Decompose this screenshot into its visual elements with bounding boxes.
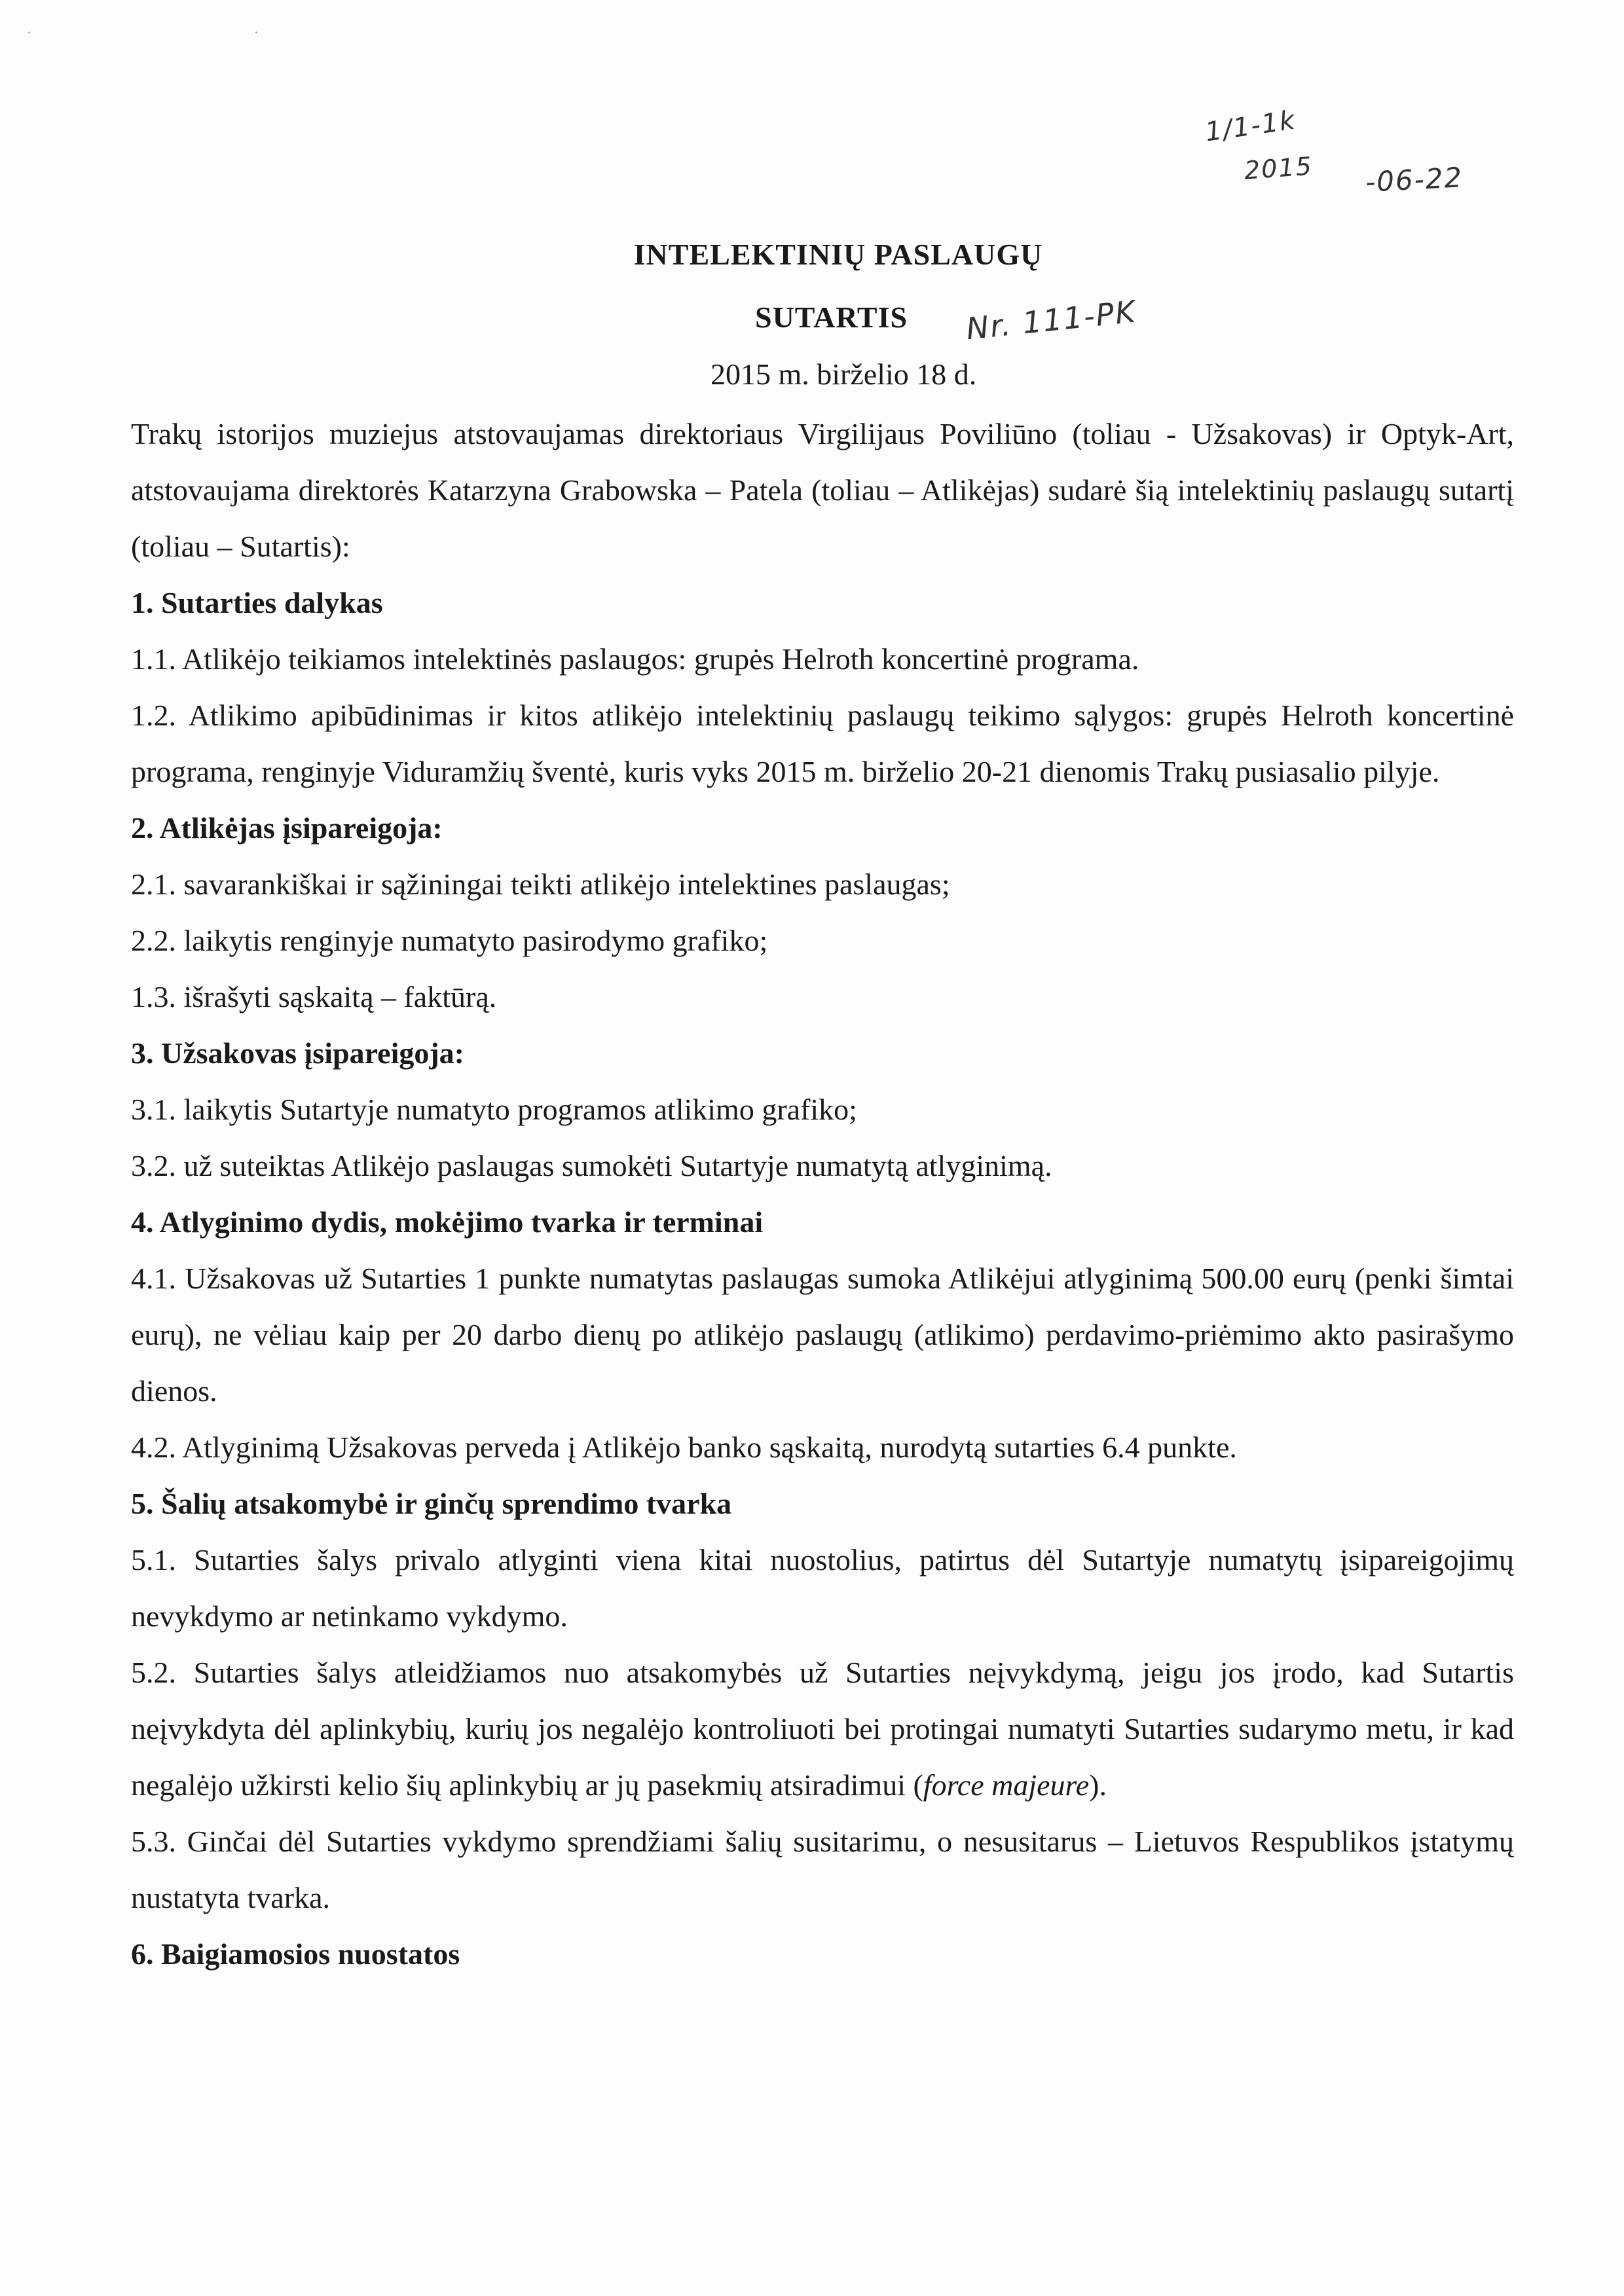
handwritten-reference-date: -06-22 (1364, 161, 1464, 198)
section-2-heading: 2. Atlikėjas įsipareigoja: (131, 811, 443, 845)
handwritten-reference: 1/1-1k (1203, 105, 1298, 148)
clause-4-2: 4.2. Atlyginimą Užsakovas perveda į Atlikėjo banko sąskaitą, nurodytą sutarties 6.4 punkte. (131, 1430, 1237, 1464)
contract-body (131, 406, 1514, 1982)
clause-5-3: 5.3. Ginčai dėl Sutarties vykdymo sprendžiami šalių susitarimu, o nesusitarus – Lietuvos Respublikos įstatymų nustatyta tvarka. (131, 1825, 1514, 1914)
contract-date: 2015 m. birželio 18 d. (710, 357, 977, 391)
clause-1-2: 1.2. Atlikimo apibūdinimas ir kitos atlikėjo intelektinių paslaugų teikimo sąlygos: grupės Helroth koncertinė programa, renginyje Viduramžių šventė, kuris vyks 2015 m. birželio 20-21 dienomis Trakų pusiasalio pilyje. (131, 699, 1514, 788)
section-3-heading: 3. Užsakovas įsipareigoja: (131, 1036, 464, 1070)
clause-5-2 (131, 1645, 1514, 1813)
clause-4-1: 4.1. Užsakovas už Sutarties 1 punkte numatytas paslaugas sumoka Atlikėjui atlyginimą 500.00 eurų (penki šimtai eurų), ne vėliau kaip per 20 darbo dienų po atlikėjo paslaugų (atlikimo) perdavimo-priėmimo akto pasirašymo dienos. (131, 1262, 1514, 1408)
document-subtitle: SUTARTIS (755, 301, 908, 334)
scan-specks: ⸱ ⸱ (28, 26, 258, 39)
clause-5-1: 5.1. Sutarties šalys privalo atlyginti viena kitai nuostolius, patirtus dėl Sutartyje numatytų įsipareigojimų nevykdymo ar netinkamo vykdymo. (131, 1543, 1514, 1633)
clause-1-1: 1.1. Atlikėjo teikiamos intelektinės paslaugos: grupės Helroth koncertinė programa. (131, 642, 1139, 676)
clause-5-2-italic: force majeure (923, 1768, 1090, 1802)
clause-5-2-end: ). (1089, 1768, 1107, 1802)
intro-paragraph: Trakų istorijos muziejus atstovaujamas direktoriaus Virgilijaus Poviliūno (toliau - Užsakovas) ir Optyk-Art, atstovaujama direktorės Katarzyna Grabowska – Patela (toliau – Atlikėjas) sudarė šią intelektinių paslaugų sutartį (toliau – Sutartis): (131, 417, 1514, 563)
handwritten-contract-number: Nr. 111-PK (964, 293, 1138, 347)
document-title: INTELEKTINIŲ PASLAUGŲ (633, 238, 1043, 271)
clause-3-1: 3.1. laikytis Sutartyje numatyto programos atlikimo grafiko; (131, 1093, 857, 1126)
clause-2-2: 2.2. laikytis renginyje numatyto pasirodymo grafiko; (131, 924, 768, 957)
clause-2-3: 1.3. išrašyti sąskaitą – faktūrą. (131, 980, 497, 1013)
handwritten-reference-year: 2015 (1243, 151, 1314, 185)
clause-5-2-text: 5.2. Sutarties šalys atleidžiamos nuo atsakomybės už Sutarties neįvykdymą, jeigu jos įrodo, kad Sutartis neįvykdyta dėl aplinkybių, kurių jos negalėjo kontroliuoti bei protingai numatyti Sutarties sudarymo metu, ir kad negalėjo užkirsti kelio šių aplinkybių ar jų pasekmių atsiradimui ( (131, 1656, 1514, 1802)
clause-3-2: 3.2. už suteiktas Atlikėjo paslaugas sumokėti Sutartyje numatytą atlyginimą. (131, 1149, 1052, 1182)
clause-2-1: 2.1. savarankiškai ir sąžiningai teikti atlikėjo intelektines paslaugas; (131, 867, 950, 901)
section-6-heading: 6. Baigiamosios nuostatos (131, 1937, 460, 1971)
section-1-heading: 1. Sutarties dalykas (131, 586, 383, 619)
section-4-heading: 4. Atlyginimo dydis, mokėjimo tvarka ir terminai (131, 1205, 764, 1239)
section-5-heading: 5. Šalių atsakomybė ir ginčų sprendimo tvarka (131, 1487, 732, 1520)
